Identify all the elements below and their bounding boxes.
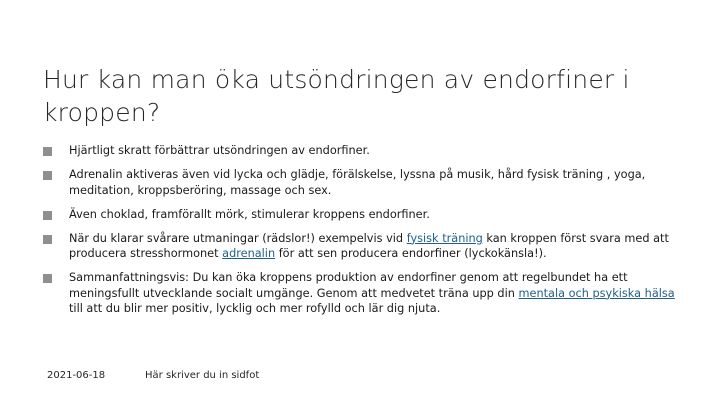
bullet-text-part: till att du blir mer positiv, lycklig och mer rofylld och lär dig njuta. [69,302,441,315]
bullet-item [43,143,683,159]
bullet-text: Även choklad, framförallt mörk, stimulerar kroppens endorfiner. [69,207,430,221]
bullet-text-part: När du klarar svårare utmaningar (rädslor!) exempelvis vid [69,231,407,245]
bullet-text: Adrenalin aktiveras även vid lycka och glädje, förälskelse, lyssna på musik, hård fysisk träning , yoga, meditation, kroppsberöring, massage och sex. [69,168,646,197]
footer-date: 2021-06-18 [47,370,106,381]
square-bullet-icon [43,171,52,180]
square-bullet-icon [43,274,52,283]
square-bullet-icon [43,211,52,220]
link-fysisk-traning[interactable]: fysisk träning [406,231,483,245]
bullet-text [69,232,669,261]
bullet-text-part: för att sen producera endorfiner (lyckokänsla!). [275,247,547,260]
bullet-list [43,143,683,325]
bullet-item [43,167,683,198]
bullet-text [69,271,675,315]
bullet-text-part: Sammanfattningsvis: Du kan öka kroppens produktion av endorfiner genom att regelbundet ha ett meningsfullt utvecklande socialt umgänge. Genom att medvetet träna upp din [69,271,628,300]
bullet-text-part: kan kroppen först svara med att producera stresshormonet [69,231,669,260]
bullet-text: Hjärtligt skratt förbättrar utsöndringen av endorfiner. [69,144,370,157]
footer-text: Här skriver du in sidfot [145,370,260,381]
link-mentala-och-psykiska-halsa[interactable]: mentala och psykiska hälsa [518,286,675,300]
link-adrenalin[interactable]: adrenalin [222,247,276,260]
square-bullet-icon [43,235,52,244]
bullet-item [43,207,683,223]
bullet-item [43,270,683,317]
slide-title: Hur kan man öka utsöndringen av endorfiner i kroppen? [43,65,630,127]
square-bullet-icon [43,147,52,156]
bullet-item [43,231,683,262]
